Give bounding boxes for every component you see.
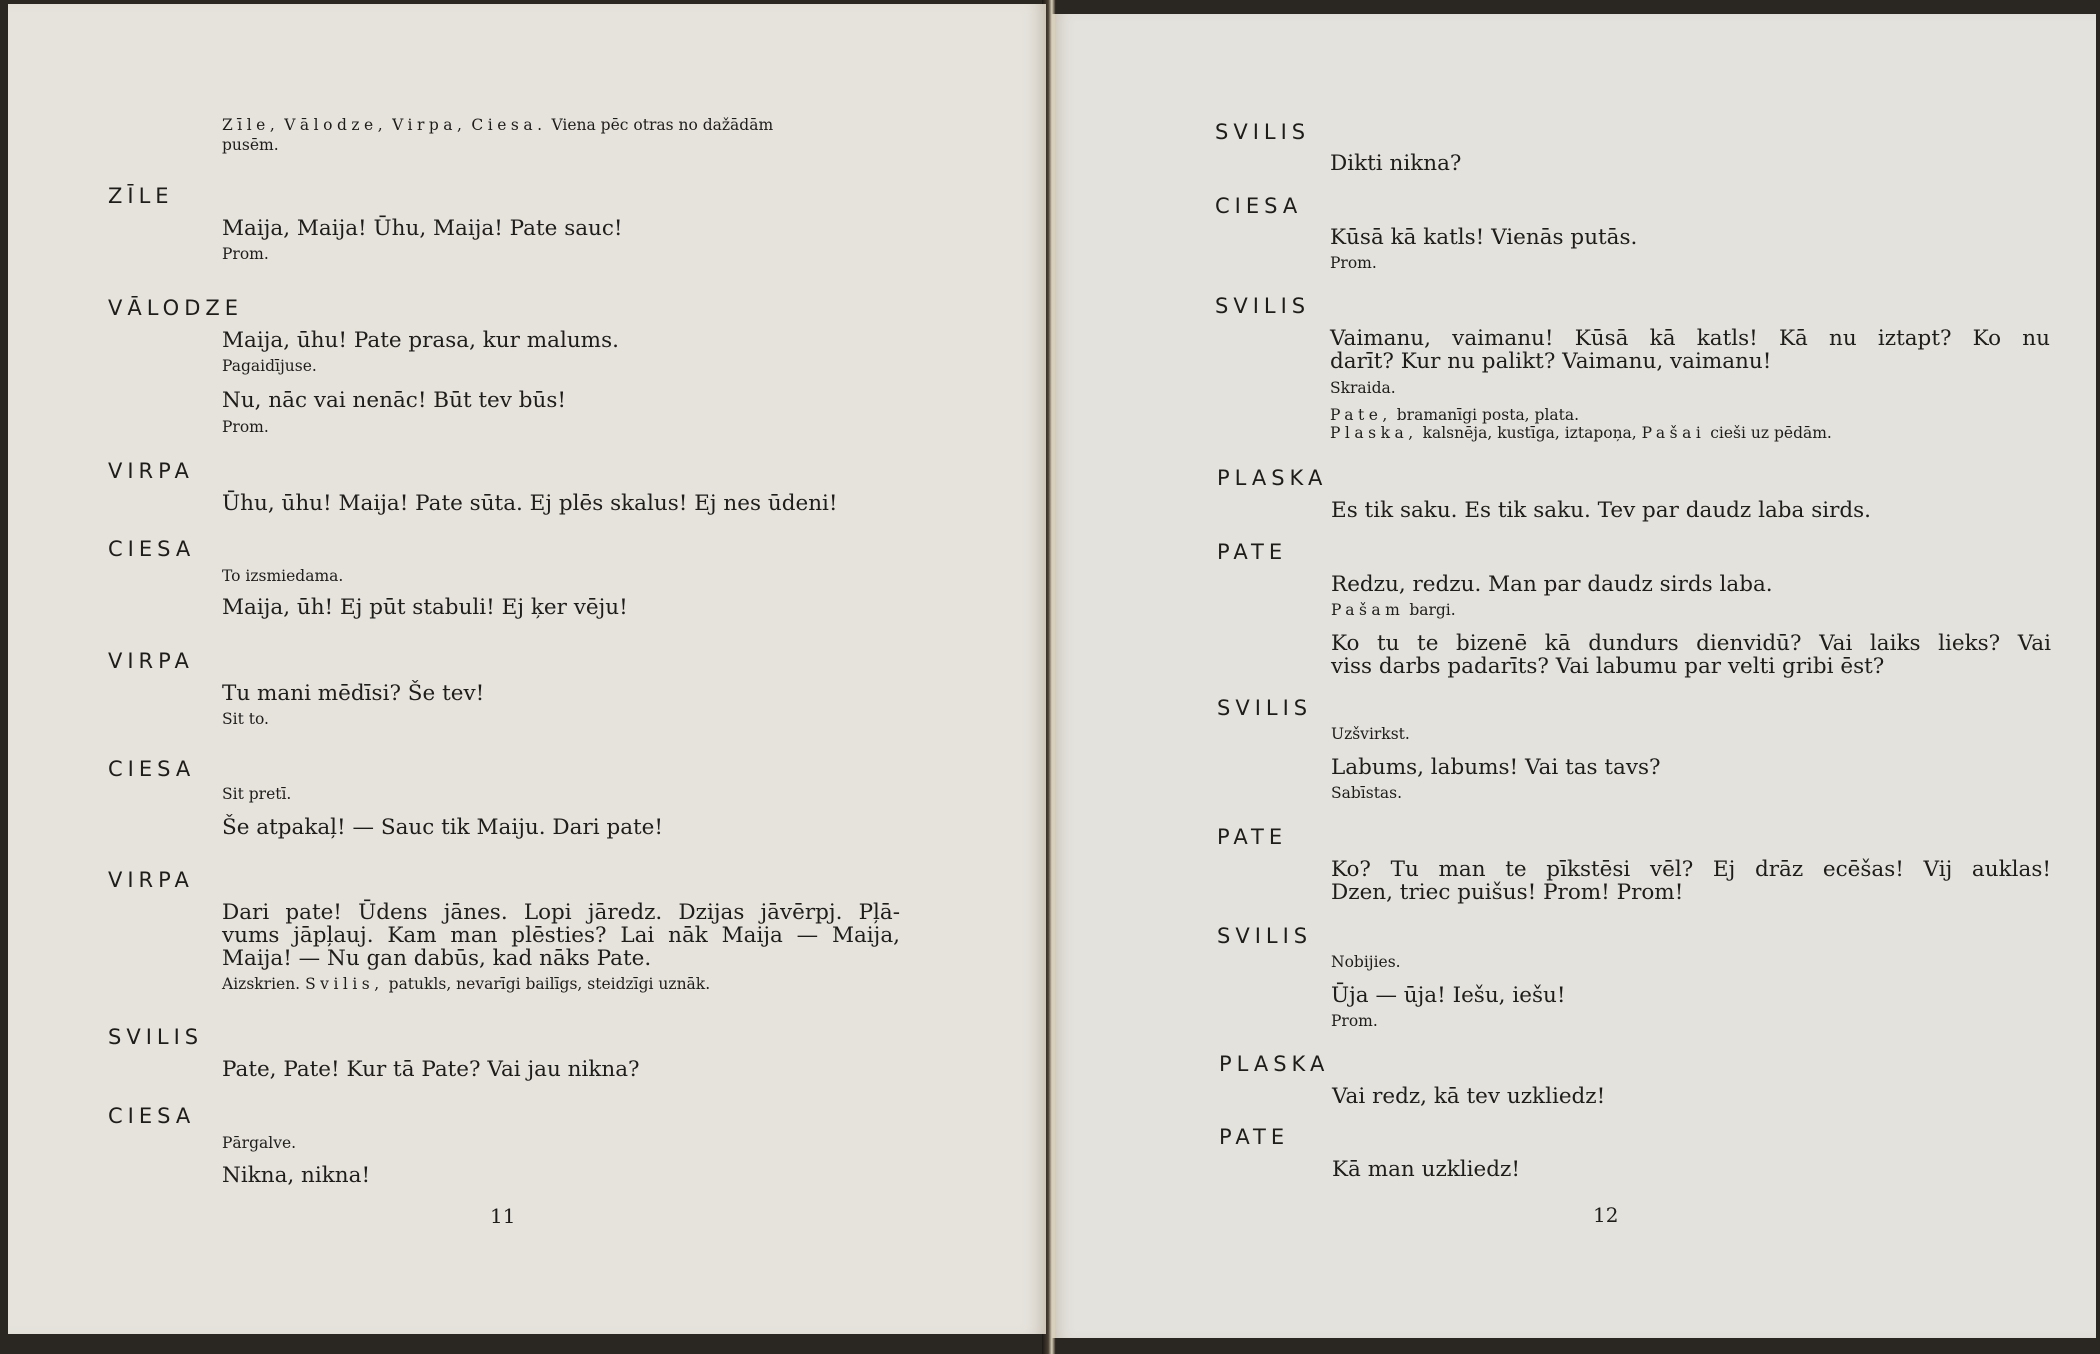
speaker-svilis: SVILIS <box>108 1025 204 1049</box>
speaker-zile: ZĪLE <box>108 184 174 208</box>
speaker-plaska: PLASKA <box>1217 466 1328 490</box>
stage-direction: Prom. <box>222 245 269 263</box>
stage-direction: Prom. <box>1331 1012 1378 1030</box>
stage-direction: Uzšvirkst. <box>1331 725 1410 743</box>
dialog-line: Ūja — ūja! Iešu, iešu! <box>1331 983 1566 1008</box>
stage-text: Aizskrien. <box>222 975 301 993</box>
speaker-ciesa: CIESA <box>108 1104 196 1128</box>
dialog-line: Kā man uzkliedz! <box>1332 1157 1521 1182</box>
speaker-valodze: VĀLODZE <box>108 296 244 320</box>
dialog-line: Ko? Tu man te pīkstēsi vēl? Ej drāz ecēšas! Vij auklas! <box>1331 857 2051 882</box>
dialog-line: Es tik saku. Es tik saku. Tev par daudz laba sirds. <box>1331 498 1872 523</box>
stage-text: cieši uz pēdām. <box>1710 424 1832 442</box>
intro-name-virpa: Virpa, <box>392 116 467 134</box>
dialog-line: Redzu, redzu. Man par daudz sirds laba. <box>1331 572 1773 597</box>
stage-direction: Sit to. <box>222 710 269 728</box>
stage-text: patukls, nevarīgi bailīgs, steidzīgi uznāk. <box>388 975 711 993</box>
intro-name-ciesa: Ciesa. <box>471 116 547 134</box>
dialog-line: Labums, labums! Vai tas tavs? <box>1331 755 1661 780</box>
stage-direction: Pagaidījuse. <box>222 357 317 375</box>
speaker-svilis: SVILIS <box>1215 120 1311 144</box>
speaker-pate: PATE <box>1217 540 1288 564</box>
intro-text: Viena pēc otras no dažādām <box>551 116 774 134</box>
dialog-line: Maija! — Nu gan dabūs, kad nāks Pate. <box>222 946 652 971</box>
speaker-ciesa: CIESA <box>108 537 196 561</box>
stage-direction: Prom. <box>1330 254 1377 272</box>
dialog-line: Vaimanu, vaimanu! Kūsā kā katls! Kā nu iztapt? Ko nu <box>1330 326 2050 351</box>
stage-direction: Skraida. <box>1330 379 1396 397</box>
page-number: 12 <box>1593 1203 1619 1227</box>
dialog-line: vums jāpļauj. Kam man plēsties? Lai nāk Maija — Maija, <box>222 923 900 948</box>
dialog-line: Maija, ūh! Ej pūt stabuli! Ej ķer vēju! <box>222 595 628 620</box>
speaker-virpa: VIRPA <box>108 868 194 892</box>
stage-text: bargi. <box>1409 601 1456 619</box>
stage-direction <box>222 974 710 994</box>
intro-name-valodze: Vālodze, <box>284 116 388 134</box>
stage-direction: Sabīstas. <box>1331 784 1403 802</box>
speaker-ciesa: CIESA <box>1215 194 1303 218</box>
dialog-line: viss darbs padarīts? Vai labumu par velti gribi ēst? <box>1331 654 1885 679</box>
speaker-pate: PATE <box>1219 1125 1290 1149</box>
speaker-virpa: VIRPA <box>108 649 194 673</box>
speaker-svilis: SVILIS <box>1215 294 1311 318</box>
intro-stage-direction-cont: pusēm. <box>222 136 279 154</box>
stage-direction: Prom. <box>222 418 269 436</box>
dialog-line: Dikti nikna? <box>1330 151 1462 176</box>
stage-direction: Nobijies. <box>1331 953 1401 971</box>
speaker-virpa: VIRPA <box>108 459 194 483</box>
stage-direction: Pārgalve. <box>222 1134 297 1152</box>
dialog-line: Nu, nāc vai nenāc! Būt tev būs! <box>222 388 567 413</box>
speaker-svilis: SVILIS <box>1217 696 1313 720</box>
dialog-line: Nikna, nikna! <box>222 1163 371 1188</box>
dialog-line: Dari pate! Ūdens jānes. Lopi jāredz. Dzijas jāvērpj. Pļā- <box>222 900 900 925</box>
left-page <box>8 4 1046 1334</box>
intro-name-zile: Zīle, <box>222 116 280 134</box>
stage-text: kalsnēja, kustīga, iztapoņa, <box>1422 424 1637 442</box>
dialog-line: Še atpakaļ! — Sauc tik Maiju. Dari pate! <box>222 815 664 840</box>
stage-direction <box>1330 423 1832 443</box>
intro-stage-direction <box>222 115 902 135</box>
stage-text: bramanīgi posta, plata. <box>1396 406 1580 424</box>
dialog-line: Maija, ūhu! Pate prasa, kur malums. <box>222 328 619 353</box>
stage-direction <box>1330 405 1579 425</box>
stage-direction <box>1331 600 1456 620</box>
dialog-line: Dzen, triec puišus! Prom! Prom! <box>1331 880 1684 905</box>
speaker-ciesa: CIESA <box>108 757 196 781</box>
page-number: 11 <box>490 1204 516 1228</box>
dialog-line: Tu mani mēdīsi? Še tev! <box>222 681 485 706</box>
stage-name: Plaska, <box>1330 424 1418 442</box>
dialog-line: Vai redz, kā tev uzkliedz! <box>1332 1084 1606 1109</box>
stage-name: Svilis, <box>305 975 384 993</box>
speaker-pate: PATE <box>1217 825 1288 849</box>
stage-direction: Sit pretī. <box>222 785 292 803</box>
speaker-plaska: PLASKA <box>1219 1052 1330 1076</box>
stage-name: Pate, <box>1330 406 1392 424</box>
stage-direction: To izsmiedama. <box>222 567 344 585</box>
stage-name: Pašai <box>1641 424 1706 442</box>
dialog-line: Ko tu te bizenē kā dundurs dienvidū? Vai laiks lieks? Vai <box>1331 631 2051 656</box>
right-page <box>1052 14 2096 1338</box>
dialog-line: Ūhu, ūhu! Maija! Pate sūta. Ej plēs skalus! Ej nes ūdeni! <box>222 491 838 516</box>
speaker-svilis: SVILIS <box>1217 924 1313 948</box>
stage-name: Pašam <box>1331 601 1405 619</box>
dialog-line: Pate, Pate! Kur tā Pate? Vai jau nikna? <box>222 1057 640 1082</box>
dialog-line: Kūsā kā katls! Vienās putās. <box>1330 225 1638 250</box>
dialog-line: Maija, Maija! Ūhu, Maija! Pate sauc! <box>222 216 623 241</box>
dialog-line: darīt? Kur nu palikt? Vaimanu, vaimanu! <box>1330 349 1772 374</box>
